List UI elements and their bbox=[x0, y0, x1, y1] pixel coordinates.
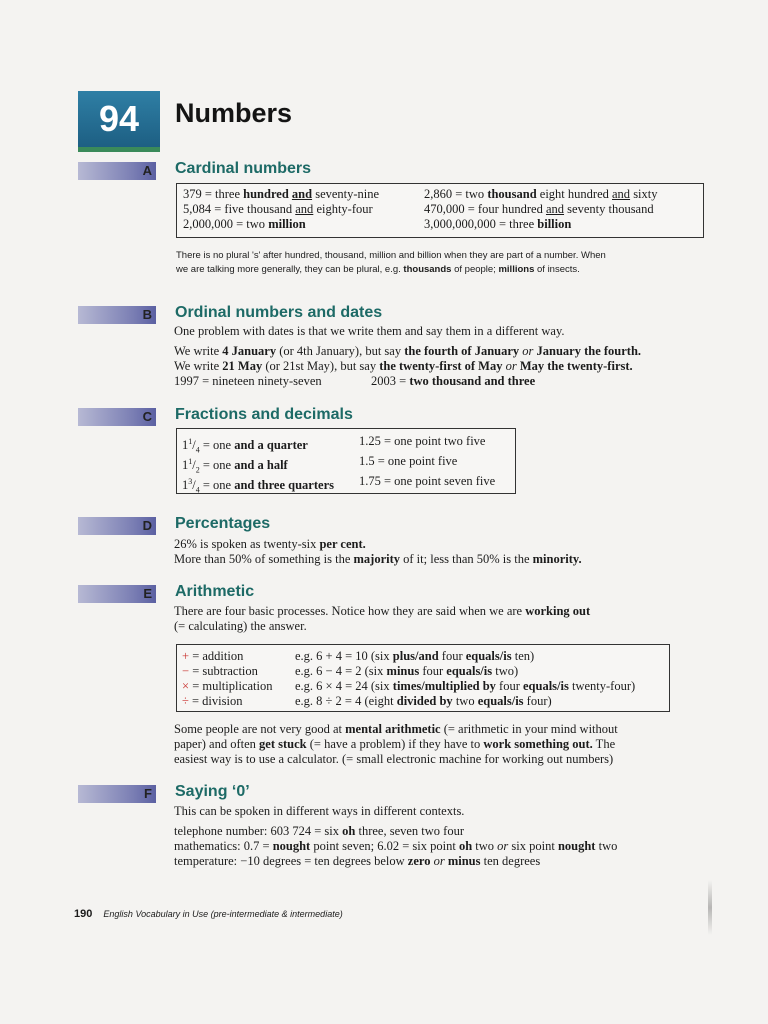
page-edge-shadow bbox=[708, 880, 712, 935]
decimal-row: 1.25 = one point two five bbox=[359, 434, 486, 448]
section-e-letter: E bbox=[143, 586, 152, 601]
operation-name: ÷ = division bbox=[182, 694, 243, 708]
section-f-title: Saying ‘0’ bbox=[175, 783, 250, 800]
section-d-letter: D bbox=[142, 518, 152, 533]
fraction-row: $1^1/_2$ = one and a half bbox=[182, 457, 288, 475]
section-a-letter: A bbox=[142, 163, 152, 178]
section-b-marker bbox=[78, 306, 156, 324]
page-number: 190 bbox=[74, 908, 93, 920]
operation-example: e.g. 6 − 4 = 2 (six minus four equals/is two) bbox=[295, 664, 519, 678]
mental-arithmetic-line-3: easiest way is to use a calculator. (= small electronic machine for working out numbers) bbox=[174, 752, 614, 766]
percent-line-1: 26% is spoken as twenty-six per cent. bbox=[174, 537, 366, 551]
zero-mathematics: mathematics: 0.7 = nought point seven; 6.02 = six point oh two or six point nought two bbox=[174, 839, 618, 853]
years-example: 1997 = nineteen ninety-seven bbox=[174, 374, 322, 388]
percent-line-2: More than 50% of something is the majority of it; less than 50% is the minority. bbox=[174, 552, 582, 566]
dates-example-1: We write 4 January (or 4th January), but say the fourth of January or January the fourth. bbox=[174, 344, 642, 358]
times-icon: × bbox=[182, 679, 190, 693]
section-a-title: Cardinal numbers bbox=[175, 160, 312, 177]
unit-number-badge bbox=[78, 91, 160, 147]
plural-note: There is no plural 's' after hundred, thousand, million and billion when they are part of a number. When we are talking more generally, they can be plural, e.g. thousands of people; millions of insects. bbox=[176, 250, 606, 275]
section-f-letter: F bbox=[144, 786, 152, 801]
section-d-title: Percentages bbox=[175, 515, 271, 532]
operation-name: + = addition bbox=[182, 649, 244, 663]
book-title: English Vocabulary in Use (pre-intermediate & intermediate) bbox=[103, 909, 343, 919]
divide-icon: ÷ bbox=[182, 694, 189, 708]
operation-name: − = subtraction bbox=[182, 664, 258, 678]
operation-name: × = multiplication bbox=[182, 679, 273, 693]
operation-example: e.g. 8 ÷ 2 = 4 (eight divided by two equals/is four) bbox=[295, 694, 552, 708]
operation-example: e.g. 6 × 4 = 24 (six times/multiplied by four equals/is twenty-four) bbox=[295, 679, 636, 693]
section-f-marker bbox=[78, 785, 156, 803]
decimal-row: 1.5 = one point five bbox=[359, 454, 458, 468]
section-e-marker bbox=[78, 585, 156, 603]
mental-arithmetic-line-2: paper) and often get stuck (= have a problem) if they have to work something out. The bbox=[174, 737, 616, 751]
dates-intro: One problem with dates is that we write them and say them in a different way. bbox=[174, 324, 565, 338]
section-b-letter: B bbox=[142, 307, 152, 322]
cardinal-row: 5,084 = five thousand and eighty-four bbox=[183, 202, 373, 216]
zero-temperature: temperature: −10 degrees = ten degrees below zero or minus ten degrees bbox=[174, 854, 541, 868]
minus-icon: − bbox=[182, 664, 190, 678]
section-c-letter: C bbox=[142, 409, 152, 424]
arithmetic-intro-2: (= calculating) the answer. bbox=[174, 619, 307, 633]
cardinal-row: 379 = three hundred and seventy-nine bbox=[183, 187, 380, 201]
fractions-box bbox=[176, 428, 516, 494]
section-a-marker bbox=[78, 162, 156, 180]
zero-telephone: telephone number: 603 724 = six oh three, seven two four bbox=[174, 824, 464, 838]
section-b-title: Ordinal numbers and dates bbox=[175, 304, 383, 321]
cardinal-row: 3,000,000,000 = three billion bbox=[424, 217, 572, 231]
arithmetic-intro-1: There are four basic processes. Notice how they are said when we are working out bbox=[174, 604, 591, 618]
page-title: Numbers bbox=[175, 98, 293, 128]
plus-icon: + bbox=[182, 649, 190, 663]
unit-number: 94 bbox=[98, 98, 140, 139]
section-c-marker bbox=[78, 408, 156, 426]
operation-example: e.g. 6 + 4 = 10 (six plus/and four equals/is ten) bbox=[295, 649, 535, 663]
zero-intro: This can be spoken in different ways in different contexts. bbox=[174, 804, 465, 818]
section-e-title: Arithmetic bbox=[175, 583, 255, 600]
arithmetic-box bbox=[176, 644, 670, 712]
unit-underline bbox=[78, 147, 160, 152]
cardinal-row: 2,000,000 = two million bbox=[183, 217, 306, 231]
decimal-row: 1.75 = one point seven five bbox=[359, 474, 496, 488]
years-example-2003: 2003 = two thousand and three bbox=[371, 374, 536, 388]
section-d-marker bbox=[78, 517, 156, 535]
fraction-row: $1^3/_4$ = one and three quarters bbox=[182, 477, 334, 495]
cardinal-numbers-box bbox=[176, 183, 704, 238]
dates-example-2: We write 21 May (or 21st May), but say the twenty-first of May or May the twenty-first. bbox=[174, 359, 633, 373]
cardinal-row: 470,000 = four hundred and seventy thousand bbox=[424, 202, 654, 216]
fraction-row: $1^1/_4$ = one and a quarter bbox=[182, 437, 308, 455]
page-footer bbox=[74, 908, 343, 920]
section-c-title: Fractions and decimals bbox=[175, 406, 353, 423]
cardinal-row: 2,860 = two thousand eight hundred and sixty bbox=[424, 187, 658, 201]
mental-arithmetic-line-1: Some people are not very good at mental arithmetic (= arithmetic in your mind without bbox=[174, 722, 618, 736]
